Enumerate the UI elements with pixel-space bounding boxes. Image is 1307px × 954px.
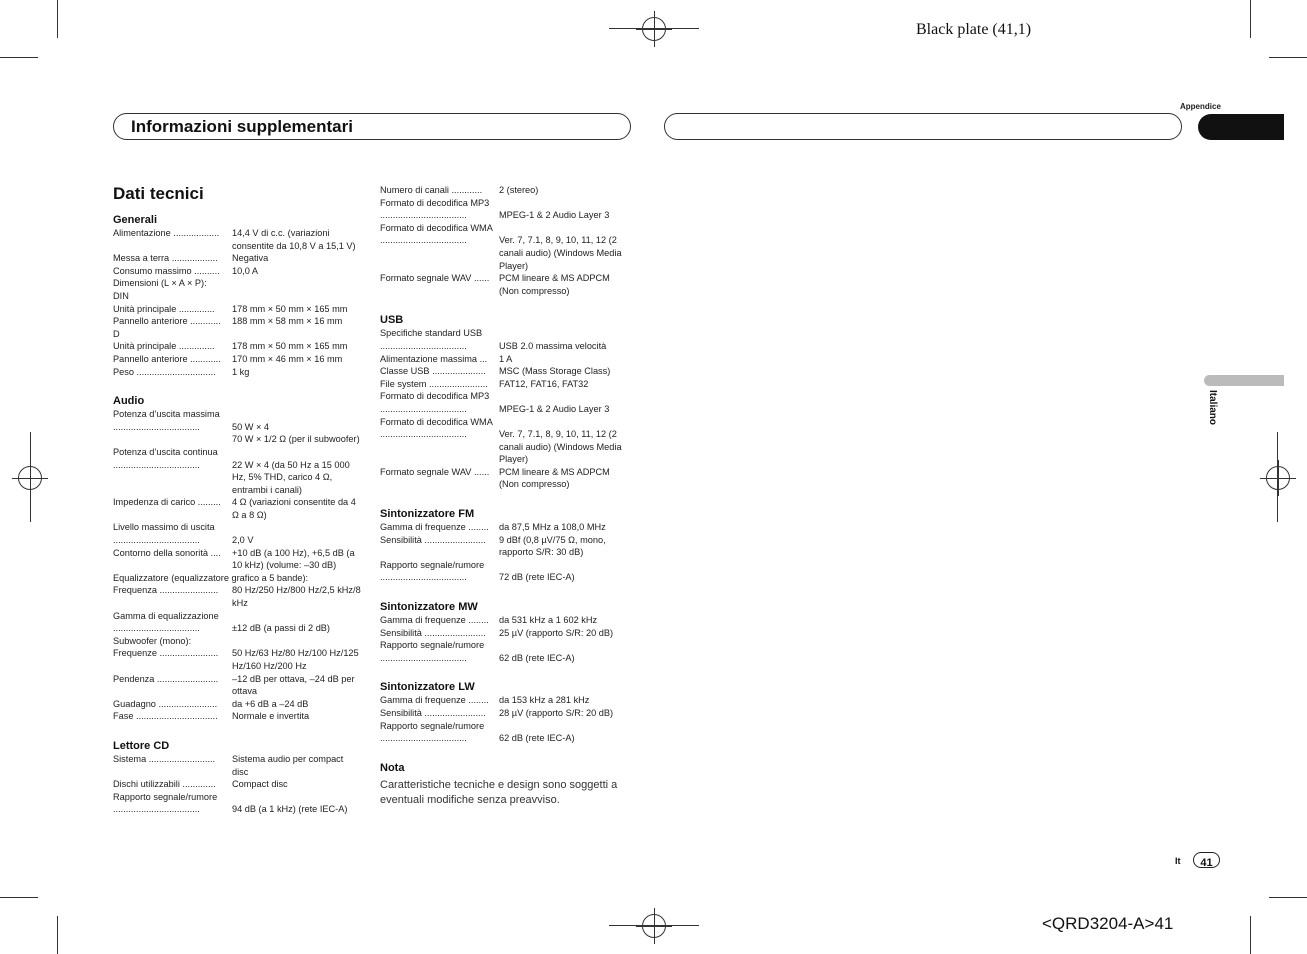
spec-row <box>380 652 631 665</box>
spec-label: .................................. <box>113 804 200 815</box>
spec-label: Pendenza ........................ <box>113 673 219 684</box>
spec-row <box>113 252 362 265</box>
appendix-tab <box>1198 114 1284 140</box>
spec-row <box>380 234 631 272</box>
spec-row <box>113 753 362 778</box>
spec-row <box>380 184 631 197</box>
spec-row <box>113 315 362 328</box>
spec-row <box>380 466 631 491</box>
spec-row <box>380 521 631 534</box>
spec-value: 80 Hz/250 Hz/800 Hz/2,5 kHz/8 kHz <box>232 585 361 609</box>
spec-label: Gamma di frequenze ........ <box>380 615 489 626</box>
spec-label <box>113 433 232 446</box>
spec-row <box>113 421 362 434</box>
spec-label: Gamma di frequenze ........ <box>380 695 489 706</box>
spec-value: 178 mm × 50 mm × 165 mm <box>232 341 348 352</box>
spec-label: .................................. <box>113 459 200 470</box>
crop-mark <box>1269 57 1307 58</box>
spec-value: PCM lineare & MS ADPCM (Non compresso) <box>499 466 610 490</box>
spec-value: ±12 dB (a passi di 2 dB) <box>232 623 330 634</box>
crop-mark <box>1250 0 1251 38</box>
spec-label: .................................. <box>380 733 467 744</box>
spec-label: Alimentazione massima ... <box>380 353 488 364</box>
spec-row <box>113 353 362 366</box>
spec-value: +10 dB (a 100 Hz), +6,5 dB (a 10 kHz) (volume: –30 dB) <box>232 547 355 571</box>
spec-label: .................................. <box>113 623 200 634</box>
spec-value: 62 dB (rete IEC-A) <box>499 652 575 663</box>
spec-value: Ver. 7, 7.1, 8, 9, 10, 11, 12 (2 canali audio) (Windows Media Player) <box>499 429 622 465</box>
page-number: 41 <box>1200 857 1213 869</box>
spec-value: da 531 kHz a 1 602 kHz <box>499 615 598 626</box>
spec-label: Rapporto segnale/rumore <box>380 640 485 651</box>
spec-label: Pannello anteriore ............ <box>113 316 221 327</box>
spec-value: 70 W × 1/2 Ω (per il subwoofer) <box>232 434 360 445</box>
spec-label: Frequenza ....................... <box>113 585 219 596</box>
spec-label: .................................. <box>113 535 200 546</box>
spec-label: DIN <box>113 290 129 301</box>
spec-label: D <box>113 328 120 339</box>
spec-value: MPEG-1 & 2 Audio Layer 3 <box>499 403 610 414</box>
spec-row <box>380 327 631 340</box>
spec-label: Formato segnale WAV ...... <box>380 466 490 477</box>
spec-value: 2 (stereo) <box>499 185 539 195</box>
spec-value: Compact disc <box>232 779 288 790</box>
spec-row <box>380 222 631 235</box>
spec-label: Impedenza di carico ......... <box>113 497 221 508</box>
registration-mark <box>18 466 42 490</box>
plate-label: Black plate (41,1) <box>916 21 1032 38</box>
section-heading: Lettore CD <box>113 739 170 752</box>
page-title: Dati tecnici <box>113 184 204 203</box>
spec-value: 94 dB (a 1 kHz) (rete IEC-A) <box>232 804 348 815</box>
section-heading: USB <box>380 314 404 327</box>
spec-row <box>113 547 362 572</box>
appendix-label: Appendice <box>1180 102 1221 111</box>
spec-value: MSC (Mass Storage Class) <box>499 366 611 377</box>
note-heading: Nota <box>380 761 405 774</box>
spec-value: USB 2.0 massima velocità <box>499 340 607 351</box>
spec-label: Dimensioni (L × A × P): <box>113 278 207 289</box>
language-tab <box>1204 375 1284 386</box>
spec-row <box>113 635 362 648</box>
spec-label: Classe USB ..................... <box>380 366 486 377</box>
spec-row <box>380 639 631 652</box>
spec-label: Sensibilità ........................ <box>380 708 486 718</box>
spec-row <box>380 614 631 627</box>
note-text: Caratteristiche tecniche e design sono soggetti a eventuali modifiche senza preavviso. <box>380 778 618 806</box>
spec-value: 1 kg <box>232 366 250 377</box>
spec-label: Unità principale .............. <box>113 341 215 352</box>
spec-value: da 153 kHz a 281 kHz <box>499 695 590 706</box>
spec-label: .................................. <box>380 429 467 440</box>
spec-row <box>380 627 631 640</box>
spec-row <box>113 290 362 303</box>
spec-row <box>380 707 631 720</box>
language-label: Italiano <box>1207 390 1218 426</box>
spec-label: File system ....................... <box>380 378 488 389</box>
spec-row <box>113 340 362 353</box>
spec-row <box>113 366 362 379</box>
registration-mark <box>1266 466 1290 490</box>
spec-label: Potenza d’uscita continua <box>113 446 218 457</box>
spec-row <box>380 197 631 210</box>
spec-label: Rapporto segnale/rumore <box>380 720 485 731</box>
spec-row <box>113 227 362 252</box>
spec-value: Ver. 7, 7.1, 8, 9, 10, 11, 12 (2 canali audio) (Windows Media Player) <box>499 235 622 271</box>
spec-label: Frequenze ....................... <box>113 648 219 659</box>
specs-column-left <box>113 213 362 816</box>
spec-row <box>113 647 362 672</box>
spec-label: Peso ............................... <box>113 366 216 377</box>
spec-value: 50 W × 4 <box>232 421 270 432</box>
spec-value: 188 mm × 58 mm × 16 mm <box>232 316 343 327</box>
section-heading: Audio <box>113 395 145 408</box>
spec-value: 72 dB (rete IEC-A) <box>499 572 575 583</box>
spec-label: Unità principale .............. <box>113 303 215 314</box>
section-heading: Sintonizzatore MW <box>380 601 478 614</box>
spec-value: 62 dB (rete IEC-A) <box>499 733 575 744</box>
spec-row <box>113 572 362 585</box>
spec-row <box>113 408 362 421</box>
spec-label: Sistema .......................... <box>113 753 216 764</box>
spec-label: Guadagno ....................... <box>113 698 218 709</box>
spec-label: Potenza d’uscita massima <box>113 409 220 420</box>
spec-row <box>113 710 362 723</box>
spec-value: FAT12, FAT16, FAT32 <box>499 378 589 389</box>
spec-label: Equalizzatore (equalizzatore grafico a 5 bande): <box>113 572 309 583</box>
spec-value: 25 µV (rapporto S/R: 20 dB) <box>499 627 614 638</box>
registration-mark <box>642 17 666 41</box>
spec-row <box>113 496 362 521</box>
crop-mark <box>1250 916 1251 954</box>
spec-value: MPEG-1 & 2 Audio Layer 3 <box>499 210 610 221</box>
spec-label: Rapporto segnale/rumore <box>380 559 485 570</box>
spec-value: 28 µV (rapporto S/R: 20 dB) <box>499 708 614 718</box>
spec-label: Formato di decodifica MP3 <box>380 391 490 402</box>
spec-value: 9 dBf (0,8 µV/75 Ω, mono, rapporto S/R: 30 dB) <box>499 534 606 558</box>
spec-value: Normale e invertita <box>232 711 310 722</box>
spec-row <box>113 433 362 446</box>
spec-value: 2,0 V <box>232 535 254 546</box>
registration-mark <box>642 914 666 938</box>
spec-row <box>113 791 362 804</box>
crop-mark <box>57 916 58 954</box>
spec-row <box>380 571 631 584</box>
crop-mark <box>0 897 38 898</box>
spec-label: .................................. <box>380 340 467 351</box>
spec-label: Rapporto segnale/rumore <box>113 791 218 802</box>
spec-row <box>113 610 362 623</box>
spec-row <box>380 534 631 559</box>
spec-row <box>113 303 362 316</box>
spec-row <box>380 732 631 745</box>
page-number-badge <box>1193 852 1220 868</box>
spec-row <box>113 459 362 497</box>
spec-label: Formato di decodifica WMA <box>380 416 493 427</box>
crop-mark <box>0 57 38 58</box>
spec-row <box>113 534 362 547</box>
spec-label: Messa a terra .................. <box>113 253 218 264</box>
spec-label: Numero di canali ............ <box>380 185 483 195</box>
spec-label: Alimentazione .................. <box>113 228 220 238</box>
section-heading: Sintonizzatore LW <box>380 681 475 694</box>
spec-label: Gamma di equalizzazione <box>113 610 219 621</box>
spec-value: 22 W × 4 (da 50 Hz a 15 000 Hz, 5% THD, carico 4 Ω, entrambi i canali) <box>232 459 350 495</box>
spec-row <box>113 698 362 711</box>
spec-row <box>380 353 631 366</box>
spec-value: 14,4 V di c.c. (variazioni consentite da 10,8 V a 15,1 V) <box>232 228 356 251</box>
spec-label: Dischi utilizzabili ............. <box>113 779 216 790</box>
spec-label: Sensibilità ........................ <box>380 534 486 545</box>
spec-label: .................................. <box>380 572 467 583</box>
spec-label: .................................. <box>380 210 467 221</box>
section-header <box>113 113 631 140</box>
spec-value: 178 mm × 50 mm × 165 mm <box>232 303 348 314</box>
spec-label: .................................. <box>113 421 200 432</box>
spec-row <box>113 673 362 698</box>
spec-value: 10,0 A <box>232 265 259 276</box>
spec-value: 50 Hz/63 Hz/80 Hz/100 Hz/125 Hz/160 Hz/200 Hz <box>232 648 359 671</box>
spec-label: .................................. <box>380 403 467 414</box>
spec-row <box>113 265 362 278</box>
section-title: Informazioni supplementari <box>131 117 353 136</box>
spec-label: Pannello anteriore ............ <box>113 353 221 364</box>
spec-row <box>113 277 362 290</box>
spec-row <box>113 584 362 609</box>
spec-row <box>113 778 362 791</box>
section-heading: Generali <box>113 214 158 226</box>
specs-column-right <box>380 184 631 808</box>
spec-value: da 87,5 MHz a 108,0 MHz <box>499 522 606 533</box>
spec-row <box>380 428 631 466</box>
spec-label: .................................. <box>380 652 467 663</box>
spec-value: Sistema audio per compact disc <box>232 753 344 777</box>
spec-row <box>380 390 631 403</box>
spec-row <box>380 416 631 429</box>
spec-value: 4 Ω (variazioni consentite da 4 Ω a 8 Ω) <box>232 497 356 520</box>
lang-code: It <box>1175 856 1181 866</box>
spec-row <box>380 209 631 222</box>
spec-row <box>113 622 362 635</box>
spec-label: Fase ................................ <box>113 711 218 722</box>
spec-row <box>380 694 631 707</box>
spec-row <box>113 328 362 341</box>
spec-label: Formato di decodifica WMA <box>380 222 493 233</box>
spec-label: Formato segnale WAV ...... <box>380 273 490 284</box>
document-code: <QRD3204-A>41 <box>1042 914 1174 933</box>
spec-label: Specifiche standard USB <box>380 328 483 339</box>
spec-label: Sensibilità ........................ <box>380 627 486 638</box>
spec-label: Contorno della sonorità .... <box>113 547 221 558</box>
spec-row <box>380 378 631 391</box>
spec-row <box>380 340 631 353</box>
section-heading: Sintonizzatore FM <box>380 508 475 521</box>
spec-row <box>380 365 631 378</box>
spec-label: Subwoofer (mono): <box>113 635 192 646</box>
spec-row <box>113 521 362 534</box>
spec-label: Consumo massimo .......... <box>113 265 220 276</box>
spec-row <box>113 803 362 816</box>
spec-value: da +6 dB a –24 dB <box>232 698 309 709</box>
spec-row <box>380 559 631 572</box>
spec-value: Negativa <box>232 253 269 264</box>
right-header-bar <box>664 113 1182 140</box>
spec-row <box>113 446 362 459</box>
crop-mark <box>57 0 58 38</box>
spec-row <box>380 720 631 733</box>
spec-label: .................................. <box>380 235 467 246</box>
crop-mark <box>1269 897 1307 898</box>
spec-label: Livello massimo di uscita <box>113 522 215 533</box>
spec-value: PCM lineare & MS ADPCM (Non compresso) <box>499 273 610 296</box>
spec-label: Formato di decodifica MP3 <box>380 197 490 208</box>
spec-value: 170 mm × 46 mm × 16 mm <box>232 353 343 364</box>
spec-value: 1 A <box>499 353 513 364</box>
spec-row <box>380 403 631 416</box>
spec-value: –12 dB per ottava, –24 dB per ottava <box>232 673 355 697</box>
spec-row <box>380 272 631 297</box>
spec-label: Gamma di frequenze ........ <box>380 522 489 533</box>
